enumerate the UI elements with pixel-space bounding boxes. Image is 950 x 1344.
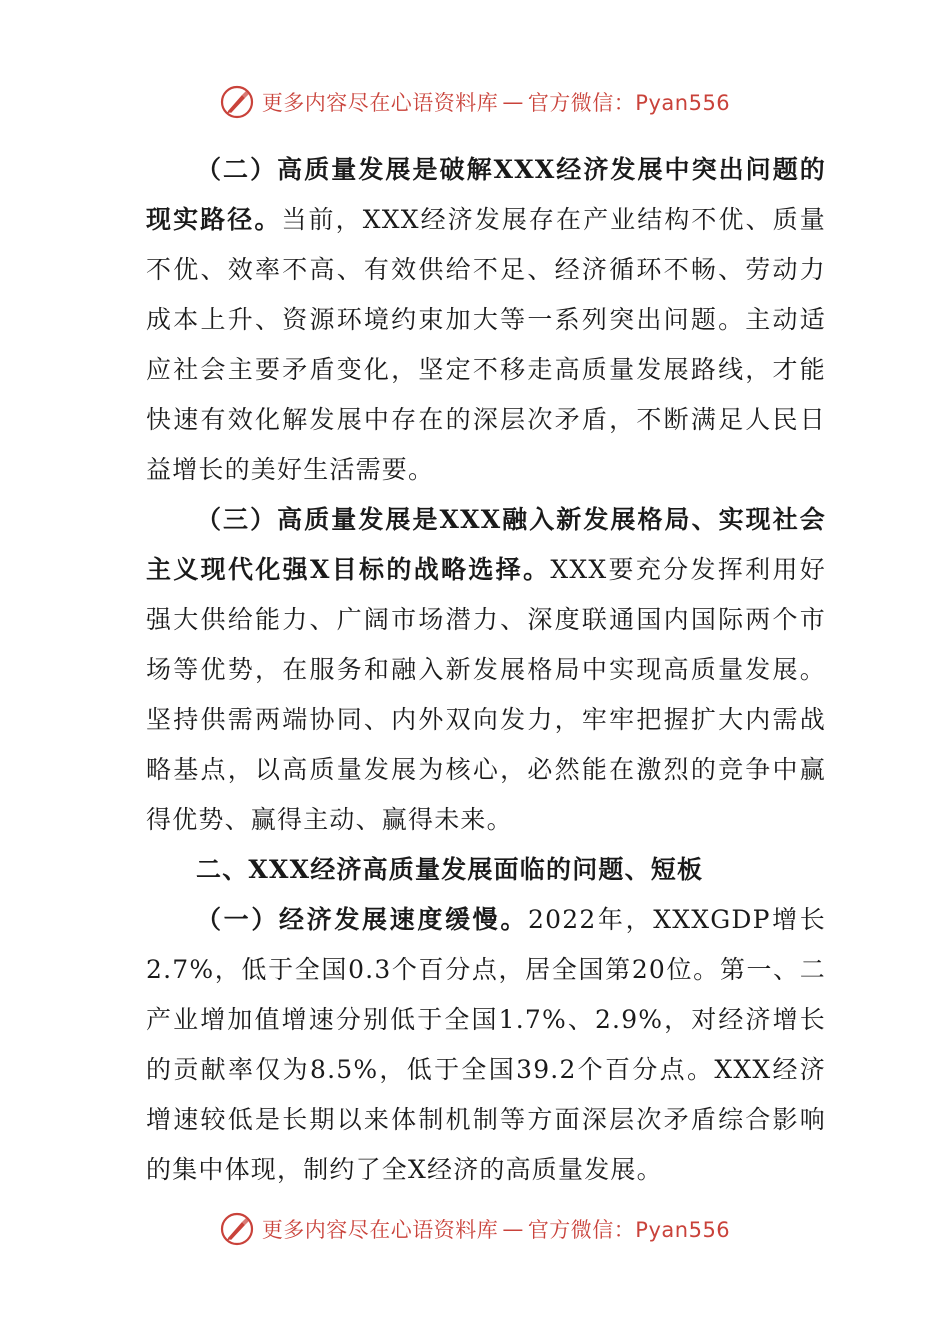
section-heading: 二、XXX经济高质量发展面临的问题、短板	[196, 855, 704, 884]
paragraph-subsection-1	[146, 895, 826, 1195]
pen-logo-icon	[220, 85, 254, 119]
watermark-banner-bottom	[0, 1207, 950, 1251]
paragraph-section-2	[146, 145, 826, 495]
paragraph-text: 2022年，XXXGDP增长2.7%，低于全国0.3个百分点，居全国第20位。第一、二产业增加值增速分别低于全国1.7%、2.9%，对经济增长的贡献率仅为8.5%，低于全国39.2个百分点。XXX经济增速较低是长期以来体制机制等方面深层次矛盾综合影响的集中体现，制约了全X经济的高质量发展。	[146, 905, 827, 1184]
paragraph-text: 当前，XXX经济发展存在产业结构不优、质量不优、效率不高、有效供给不足、经济循环不畅、劳动力成本上升、资源环境约束加大等一系列突出问题。主动适应社会主要矛盾变化，坚定不移走高质量发展路线，才能快速有效化解发展中存在的深层次矛盾，不断满足人民日益增长的美好生活需要。	[146, 205, 826, 484]
paragraph-lead: （二）高质量发展是破解XXX经济发展中突出问题的现实路径。	[146, 155, 826, 234]
watermark-wechat: 官方微信：Pyan556	[527, 91, 731, 115]
watermark-banner-top	[0, 80, 950, 124]
paragraph-lead: （一）经济发展速度缓慢。	[196, 905, 529, 934]
paragraph-lead: （三）高质量发展是XXX融入新发展格局、实现社会主义现代化强X目标的战略选择。	[146, 505, 826, 584]
watermark-separator: —	[502, 90, 524, 114]
pen-logo-icon	[220, 1212, 254, 1246]
watermark-text: 更多内容尽在心语资料库	[261, 1218, 499, 1242]
paragraph-text: XXX要充分发挥利用好强大供给能力、广阔市场潜力、深度联通国内国际两个市场等优势，在服务和融入新发展格局中实现高质量发展。坚持供需两端协同、内外双向发力，牢牢把握扩大内需战略基点，以高质量发展为核心，必然能在激烈的竞争中赢得优势、赢得主动、赢得未来。	[146, 555, 826, 834]
watermark-text: 更多内容尽在心语资料库	[261, 91, 499, 115]
watermark-separator: —	[502, 1217, 524, 1241]
paragraph-section-3	[146, 495, 826, 845]
watermark-wechat: 官方微信：Pyan556	[527, 1218, 731, 1242]
document-body	[146, 145, 826, 1195]
